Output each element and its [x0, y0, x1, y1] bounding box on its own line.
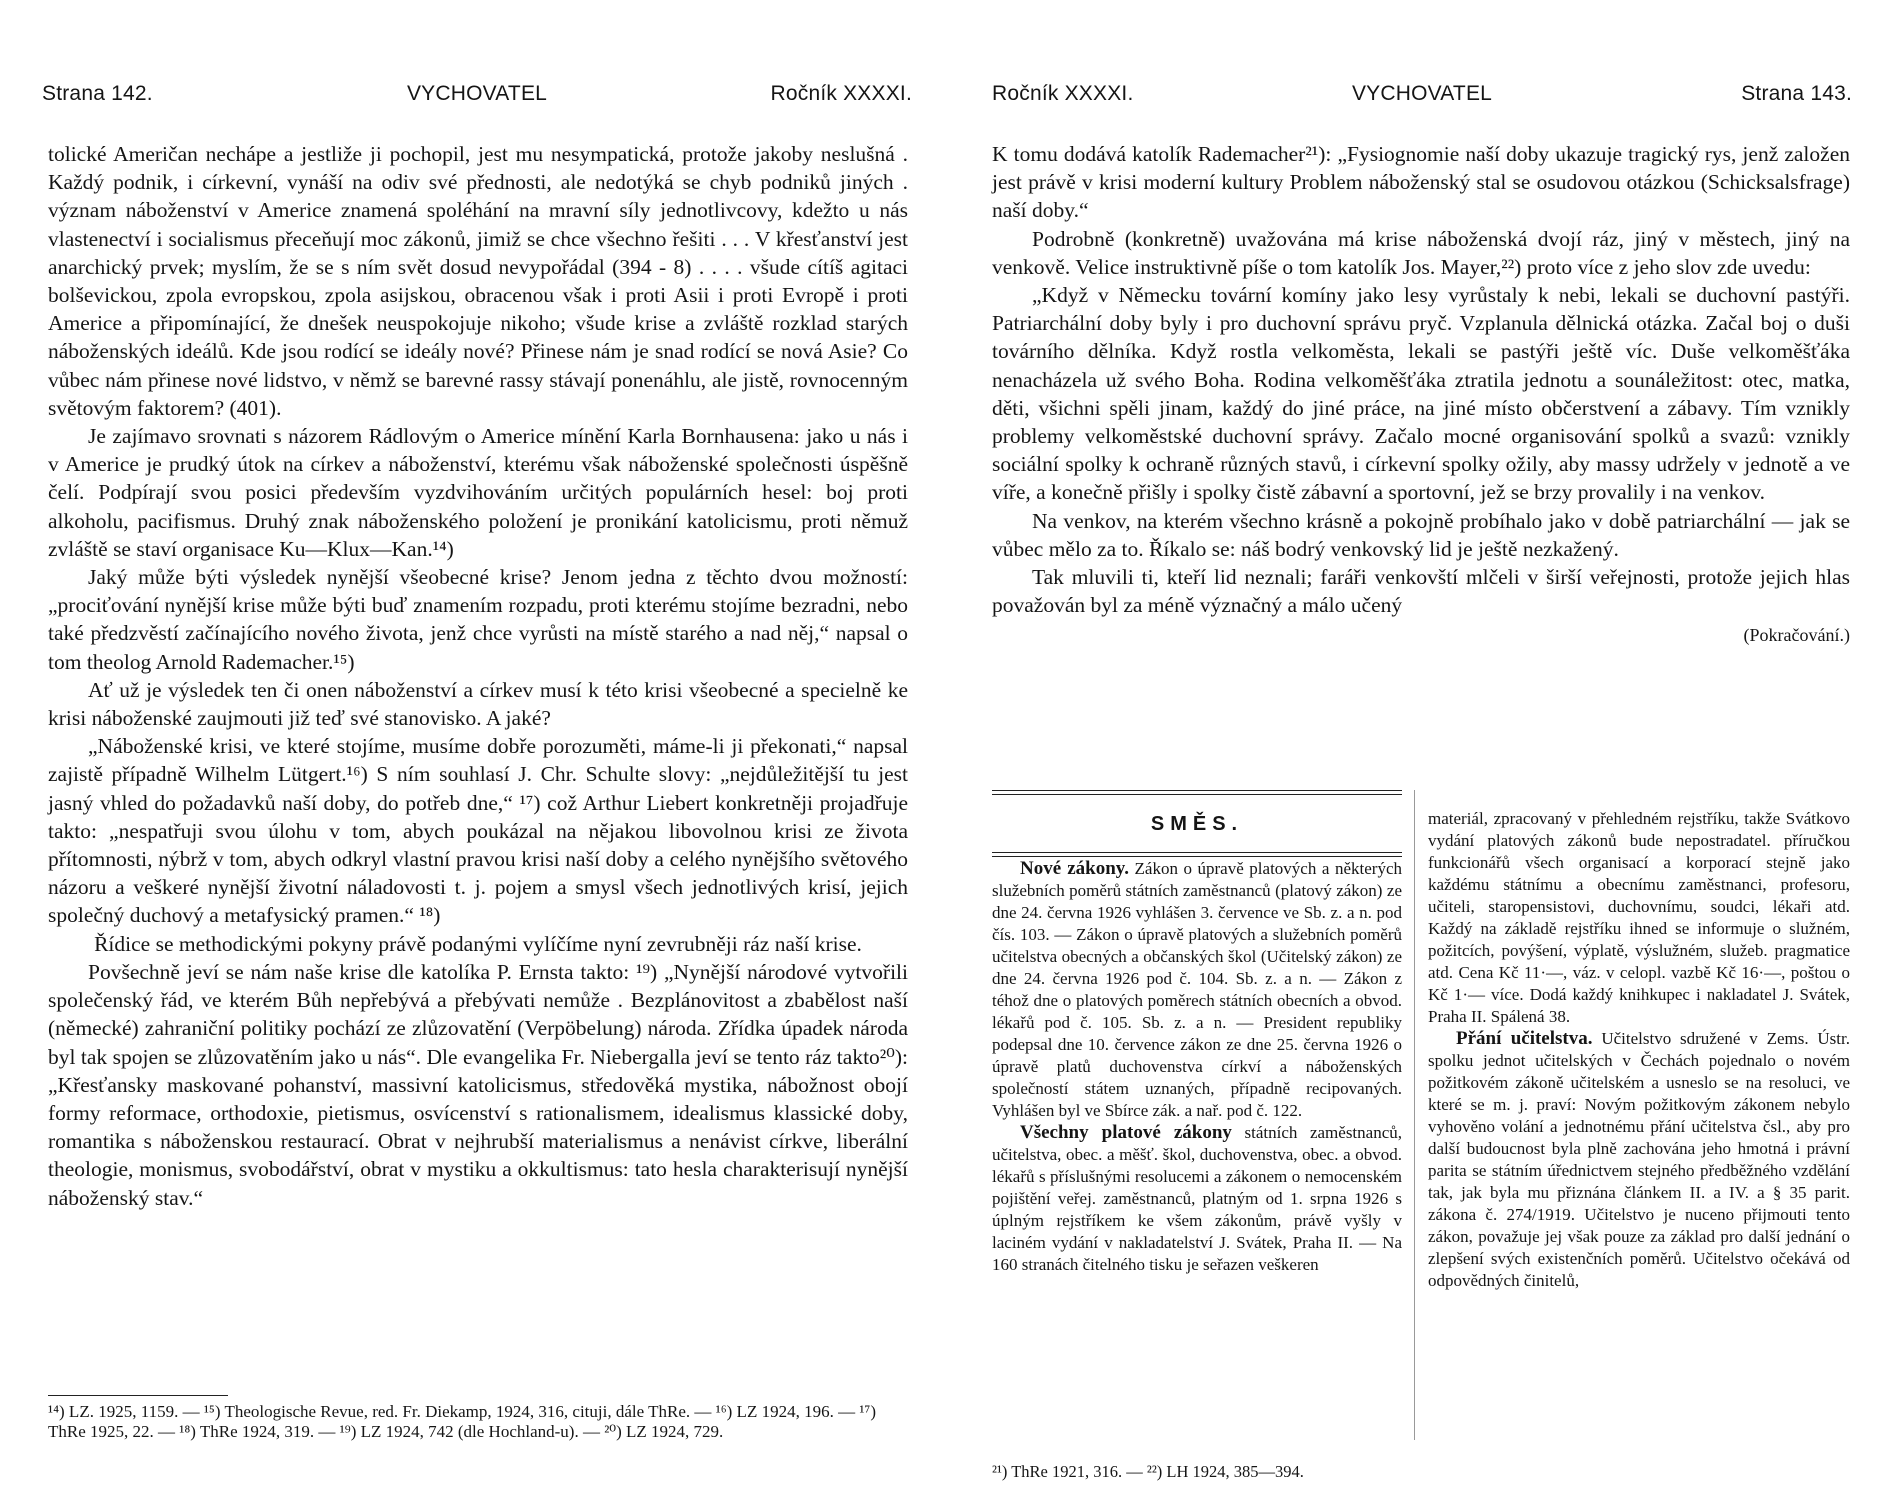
smes-left-column [992, 858, 1402, 1276]
journal-title: VYCHOVATEL [1351, 82, 1493, 105]
news-item-heading: Nové zákony. [1020, 858, 1129, 879]
paragraph: Povšechně jeví se nám naše krise dle katolíka P. Ernsta takto: ¹⁹) „Nynější národové vytvořili společenský řád, ve kterém Bůh nepřebývá a přebývati nemůže . Bezplánovitost a zbabělost naší (německé) zahraniční politiky pochází ze zlůzovatění (Verpöbelung) národa. Zřídka úpadek národa byl tak spojen se zlůzovatěním jako u nás“. Dle evangelika Fr. Niebergalla jeví se tento ráz takto²⁰): „Křesťansky maskované pohanství, massivní katolicismus, středověká mystika, nábožnost obojí formy reformace, orthodoxie, pietismus, osvícenství s rationalismem, idealismus klassické doby, romantika s náboženskou restaurací. Obrat v nejhrubší materialismus a nenávist církve, liberální theologie, monismus, svobodářství, obrat v mystiku a okkultismus: tato hesla charakterisují nynější náboženský stav.“ [48, 959, 908, 1210]
news-item-text: státních zaměstnanců, učitelstva, obec. a měšť. škol, duchovenstva, obec. a obvod. lékařů s příslušnými resolucemi a zákonem o nemocenském pojištění veřej. zaměstnanců, platným od 1. srpna 1926 s úplným rejstříkem ke všem zákonům, právě vyšly v laciném vydání v nakladatelství J. Svátek, Praha II. — Na 160 stranách čitelného tisku je seřazen veškeren [992, 1123, 1403, 1274]
section-rule [992, 790, 1402, 795]
volume-label: Ročník XXXXI. [770, 82, 912, 105]
news-item [992, 1122, 1402, 1276]
paragraph: Na venkov, na kterém všechno krásně a pokojně probíhalo jako v době patriarchální — jak se vůbec mělo za to. Říkalo se: náš bodrý venkovský lid je ještě nezkažený. [992, 508, 1850, 561]
section-title: SMĚS. [1150, 813, 1244, 835]
paragraph: Je zajímavo srovnati s názorem Rádlovým o Americe mínění Karla Bornhausena: jako u nás i v Americe je prudký útok na církev a náboženství, kterému však náboženské společnosti úspěšně čelí. Podpírají svou posici především vyzdvihováním určitých populárních hesel: boj proti alkoholu, pacifismus. Druhý znak náboženského položení je pronikání katolicismu, proti němuž zvláště se staví organisace Ku—Klux—Kan.¹⁴) [48, 424, 908, 561]
left-body-text [48, 140, 908, 1212]
news-item [992, 858, 1402, 1122]
smes-section-header [992, 790, 1402, 857]
paragraph: Řídice se methodickými pokyny právě podanými vylíčíme nyní zevrubněji ráz naší krise. [94, 931, 862, 956]
paragraph: „Náboženské krisi, ve které stojíme, musíme dobře porozuměti, máme-li ji překonati,“ napsal zajistě případně Wilhelm Lütgert.¹⁶) S ním souhlasí J. Chr. Schulte slovy: „nejdůležitější tu jest jasný vhled do požadavků naší doby, do potřeb dne,“ ¹⁷) což Arthur Liebert konkretněji projadřuje takto: „nespatřuji svou úlohu v tom, abych poukázal na nějakou libovolnou krisi ze života přítomnosti, nýbrž v tom, abych odkryl vlastní pravou krisi naší doby a celého nynějšího světového názoru a veškeré nynější životní náladovosti t. j. pojem a smysl všech jednotlivých krisí, jejich společný duchový a metafysický pramen.“ ¹⁸) [48, 734, 908, 928]
footnote-rule [48, 1395, 228, 1396]
news-item-text: materiál, zpracovaný v přehledném rejstříku, takže Svátkovo vydání platových zákonů bude nepostradatel. příručkou funkcionářů všech organisací a korporací stejně jako každému státnímu a obecnímu zaměstnanci, profesoru, učiteli, staropensistovi, duchovnímu, soudci, lékaři atd. Každý na základě rejstříku ihned se informuje o služném, požitcích, povýšení, výplatě, výslužném, služeb. pragmatice atd. Cena Kč 11·—, váz. v celopl. vazbě Kč 16·—, poštou o Kč 1·— více. Dodá každý knihkupec i nakladatel J. Svátek, Praha II. Spálená 38. [1428, 809, 1850, 1026]
news-item-text: Zákon o úpravě platových a některých služebních poměrů státních zaměstnanců (platový zákon) ze dne 24. června 1926 vyhlášen 3. července ve Sb. z. a n. pod čís. 103. — Zákon o úpravě platových a služebních poměrů učitelstva obecných a občanských škol (Učitelský zákon) ze dne 24. června 1926 pod č. 104. Sb. z. a n. — Zákon z téhož dne o platových poměrech státních obecních a obvod. lékařů pod č. 105. Sb. z. a n. — President republiky podepsal dne 10. července zákon ze dne 25. června 1926 o úpravě platů duchovenstva církví a náboženských společností státem uznaných, případně recipovaných. Vyhlášen byl ve Sbírce zák. a nař. pod č. 122. [992, 859, 1402, 1120]
paragraph: „Když v Německu tovární komíny jako lesy vyrůstaly k nebi, lekali se duchovní pastýři. Patriarchální doby byly i pro duchovní správu pryč. Vzplanula dělnická otázka. Začal boj o duši továrního dělníka. Když rostla velkoměsta, lekali se pastýři ještě víc. Duše velkoměšťáka nenacházela už svého Boha. Rodina velkoměšťáka ztratila jednotu a sounáležitost: otec, matka, děti, všichni spěli jinam, každý do jiné práce, na jiné místo občerstvení a zábavy. Tím vznikly problemy velkoměstské duchovní správy. Začalo mocné organisování spolků a svazů: vznikly sociální spolky k ochraně různých stavů, i církevní spolky ožily, aby massy udržely v jednotě a ve víře, a konečně přišly i spolky čistě zábavní a sportovní, jež se brzy provalily i na venkov. [992, 283, 1850, 505]
footnotes-left [48, 1395, 908, 1442]
continued-note: (Pokračování.) [1743, 625, 1850, 646]
footnote-text: ¹⁴) LZ. 1925, 1159. — ¹⁵) Theologische Revue, red. Fr. Diekamp, 1924, 316, cituji, dále ThRe. — ¹⁶) LZ 1924, 196. — ¹⁷) ThRe 1925, 22. — ¹⁸) ThRe 1924, 319. — ¹⁹) LZ 1924, 742 (dle Hochland-u). — ²⁰) LZ 1924, 729. [48, 1402, 877, 1441]
paragraph: Podrobně (konkretně) uvažována má krise náboženská dvojí ráz, jiný v městech, jiný na venkově. Velice instruktivně píše o tom katolík Jos. Mayer,²²) proto více z jeho slov zde uvedu: [992, 226, 1850, 279]
column-divider [1414, 790, 1415, 1440]
paragraph: Jaký může býti výsledek nynější všeobecné krise? Jenom jedna z těchto dvou možností: „prociťování nynější krise může býti buď znamením rozpadu, proti kterému stojíme bezradni, nebo také předzvěstí začínajícího nového života, jenž chce vyrůsti na místě starého a nad něj,“ napsal o tom theolog Arnold Rademacher.¹⁵) [48, 565, 908, 674]
footnotes-right [992, 1462, 1850, 1482]
news-item-heading: Všechny platové zákony [1020, 1122, 1232, 1143]
paragraph: tolické Američan nechápe a jestliže ji pochopil, jest mu nesympatická, protože jakoby neslušná . Každý podnik, i církevní, vynáší na odiv své přednosti, ale nedotýká se chyb podniků jiných . význam náboženství v Americe znamená spoléhání na mravní síly jednotlivcovy, kdežto u nás vlastenectví i socialismus přeceňují moc zákonů, jimiž se chce všechno řešiti . . . V křesťanství jest anarchický prvek; myslím, že se s ním svět dosud nevypořádal (394 - 8) . . . . všude cítíš agitaci bolševickou, zpola evropskou, zpola asijskou, obracenou však i proti Asii i proti Evropě i proti Americe a připomínající, že dnešek neuspokojuje nikoho; všude krise a zvláště rozklad starých náboženských ideálů. Kde jsou rodící se ideály nové? Přinese nám je snad rodící se nová Asie? Co vůbec nám přinese nové lidstvo, v němž se barevné rassy stávají ponenáhlu, ale jistě, rovnocenným světovým faktorem? (401). [48, 142, 908, 420]
footnote-text: ²¹) ThRe 1921, 316. — ²²) LH 1924, 385—394. [992, 1462, 1304, 1481]
news-item-heading: Přání učitelstva. [1456, 1028, 1593, 1049]
right-body-text [992, 140, 1850, 650]
smes-right-column [1428, 808, 1850, 1292]
page-number: Strana 142. [42, 82, 153, 105]
section-rule [992, 852, 1402, 857]
journal-title: VYCHOVATEL [406, 82, 548, 105]
paragraph: K tomu dodává katolík Rademacher²¹): „Fysiognomie naší doby ukazuje tragický rys, jenž založen jest právě v krisi moderní kultury Problem náboženský stal se osudovou otázkou (Schicksalsfrage) naší doby.“ [992, 142, 1850, 223]
news-item [1428, 1028, 1850, 1292]
paragraph: Tak mluvili ti, kteří lid neznali; faráři venkovští mlčeli v širší veřejnosti, protože jejich hlas považován byl za méně význačný a málo učený [992, 565, 1850, 618]
news-item-text: Učitelstvo sdružené v Zems. Ústr. spolku jednot učitelských v Čechách pojednalo o novém požitkovém zákoně učitelském a usneslo se na resoluci, ve které se m. j. praví: Novým požitkovým zákonem nebylo vyhověno volání a jednotnému přání učitelstva čsl., aby pro další budoucnost byla plně zachována jeho hmotná i právní parita se státním úřednictvem stejného předběžného vzdělání tak, jak byla mu přiznána článkem II. a IV. a § 35 parit. zákona č. 274/1919. Učitelstvo je nuceno přijmouti tento zákon, považuje jej však pouze za základ pro další jednání o zlepšení svých existenčních poměrů. Učitelstvo očekává od odpovědných činitelů, [1428, 1029, 1850, 1290]
news-item [1428, 808, 1850, 1028]
volume-label: Ročník XXXXI. [992, 82, 1134, 105]
paragraph: Ať už je výsledek ten či onen náboženství a církev musí k této krisi všeobecné a specielně ke krisi náboženské zaujmouti již teď své stanovisko. A jaké? [48, 677, 908, 731]
page-number: Strana 143. [1741, 82, 1852, 105]
